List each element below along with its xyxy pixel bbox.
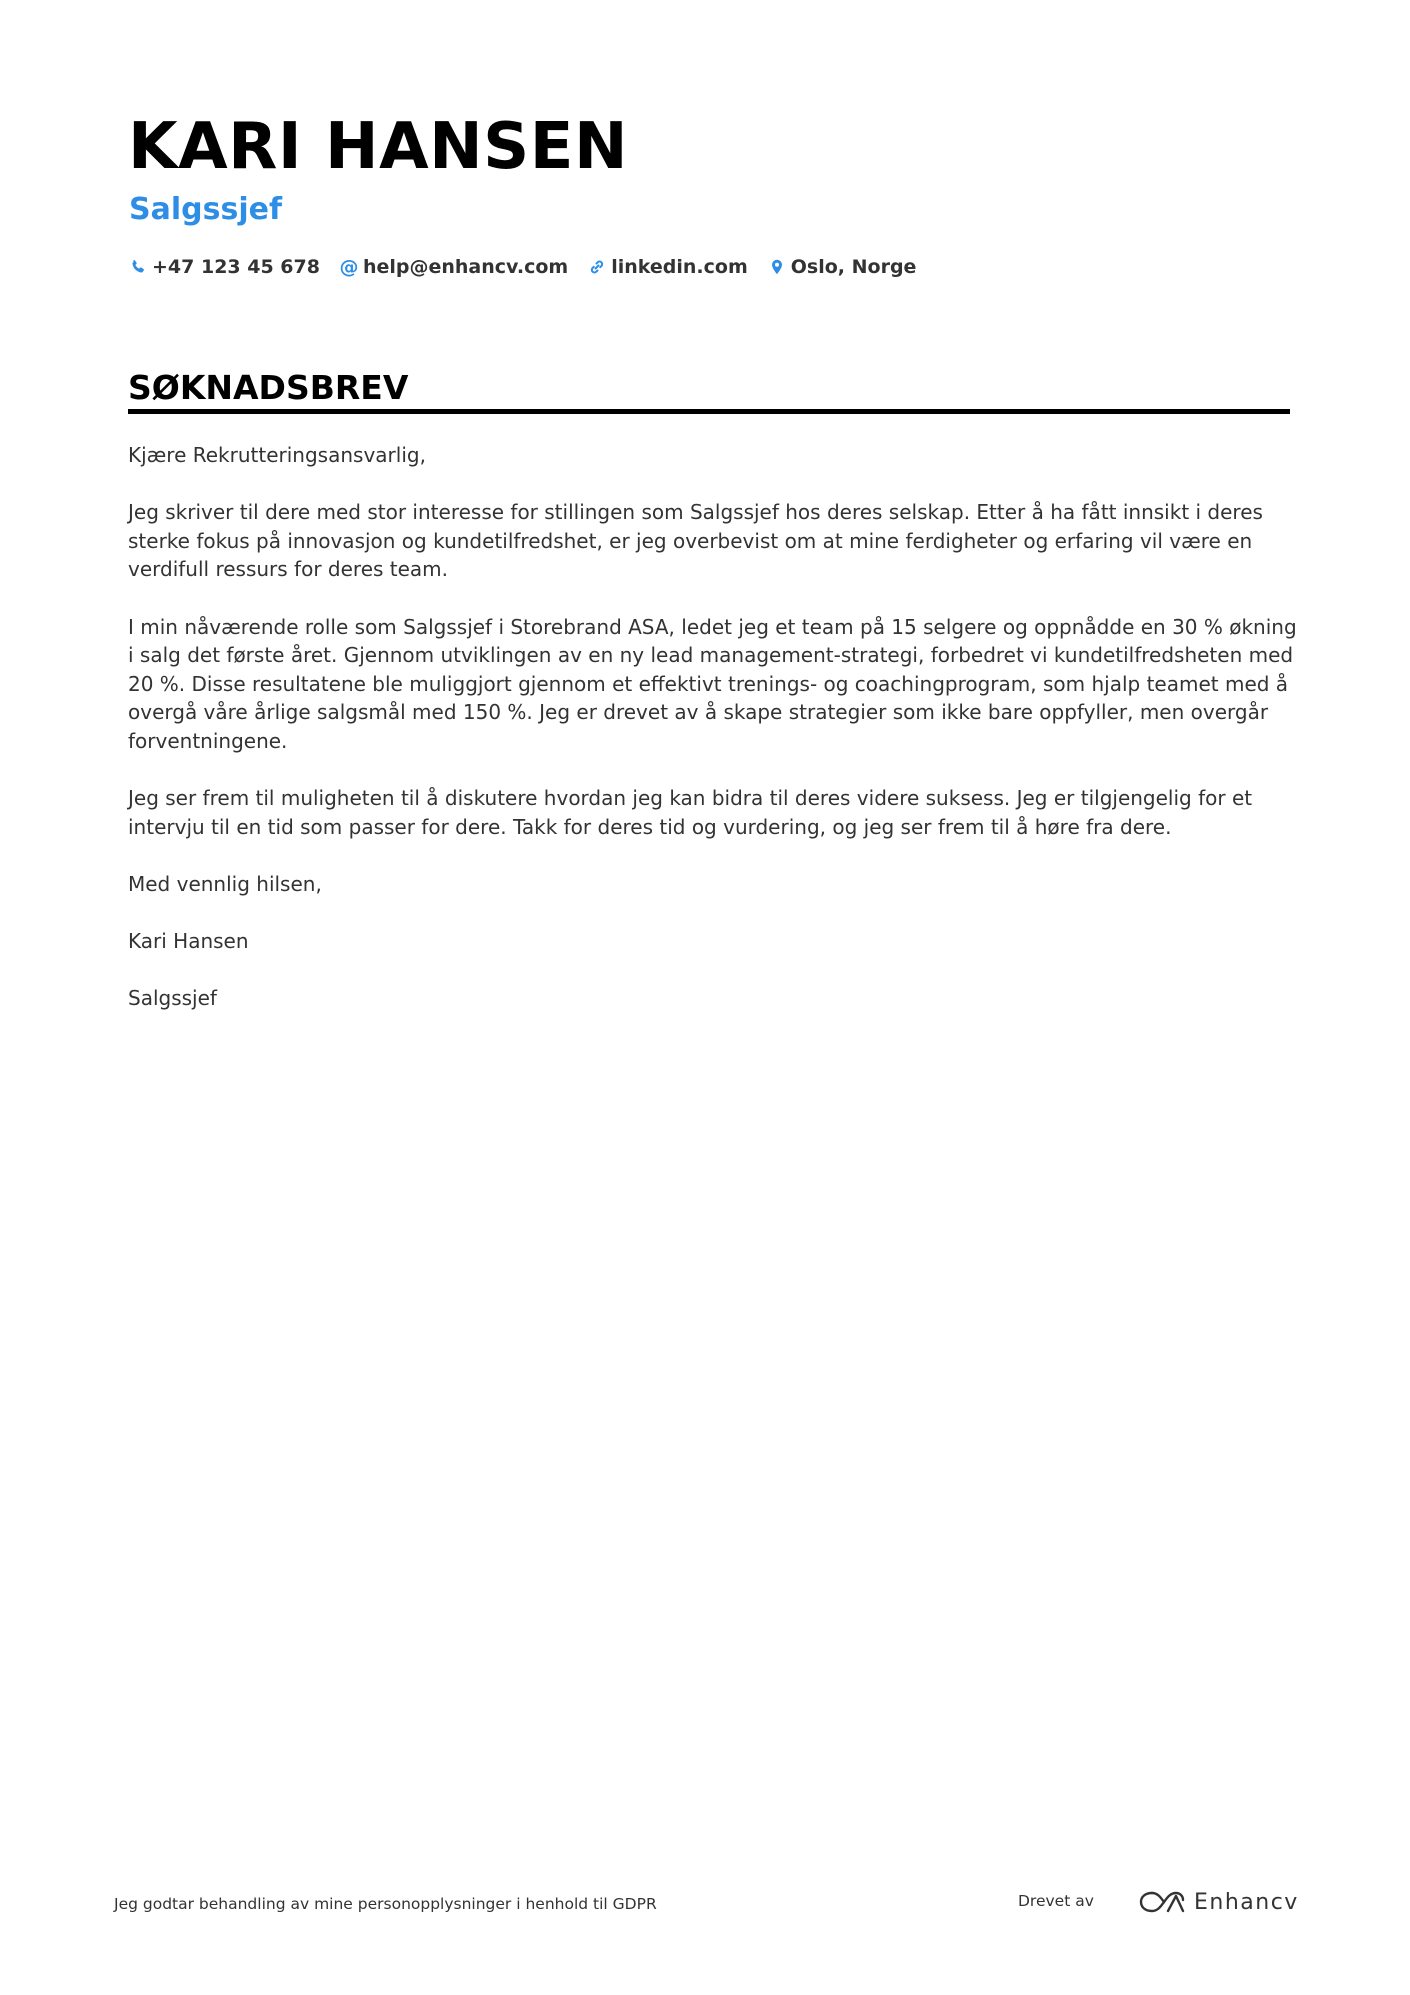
enhancv-logo-icon [1138,1889,1186,1915]
letter-greeting: Kjære Rekrutteringsansvarlig, [128,443,426,467]
letter-body [128,441,1298,1041]
contact-linkedin[interactable] [587,256,748,278]
contact-phone [128,256,320,278]
letter-paragraph: Jeg skriver til dere med stor interesse for stillingen som Salgssjef hos deres selskap. Etter å ha fått innsikt i deres sterke fokus på innovasjon og kundetilfredshet, er jeg overbevist om at mine ferdigheter og erfaring vil være en verdifull ressurs for deres team. [128,500,1263,582]
powered-by-label: Drevet av [1018,1892,1094,1910]
candidate-name: KARI HANSEN [128,110,629,184]
link-icon [587,257,607,277]
section-divider [128,409,1290,414]
brand-name: Enhancv [1194,1889,1299,1915]
contact-phone-text: +47 123 45 678 [152,256,320,278]
contact-linkedin-text[interactable]: linkedin.com [611,256,748,278]
phone-icon [128,257,148,277]
letter-closing: Med vennlig hilsen, [128,871,322,896]
location-pin-icon [767,257,787,277]
contact-email[interactable] [339,256,568,278]
contact-bar [128,252,935,282]
signature-name: Kari Hansen [128,929,249,954]
contact-location-text: Oslo, Norge [790,256,917,278]
brand-logo[interactable] [1138,1884,1299,1920]
contact-email-text[interactable]: help@enhancv.com [362,256,569,278]
letter-paragraph: Jeg ser frem til muligheten til å diskutere hvordan jeg kan bidra til deres videre suksess. Jeg er tilgjengelig for et intervju til en tid som passer for dere. Takk for deres tid og vurdering, og jeg ser frem til å høre fra dere. [128,786,1253,839]
candidate-role: Salgssjef [129,192,283,227]
letter-paragraph: I min nåværende rolle som Salgssjef i Storebrand ASA, ledet jeg et team på 15 selgere og oppnådde en 30 % økning i salg det første året. Gjennom utviklingen av en ny lead management-strategi, forbedret vi kundetilfredsheten med 20 %. Disse resultatene ble muliggjort gjennom et effektivt trenings- og coachingprogram, som hjalp teamet med å overgå våre årlige salgsmål med 150 %. Jeg er drevet av å skape strategier som ikke bare oppfyller, men overgår forventningene. [128,614,1297,753]
contact-location [767,256,917,278]
gdpr-consent-note: Jeg godtar behandling av mine personopplysninger i henhold til GDPR [114,1895,657,1913]
at-icon: @ [339,256,359,278]
signature-title: Salgssjef [128,986,217,1011]
section-title: SØKNADSBREV [128,368,409,407]
